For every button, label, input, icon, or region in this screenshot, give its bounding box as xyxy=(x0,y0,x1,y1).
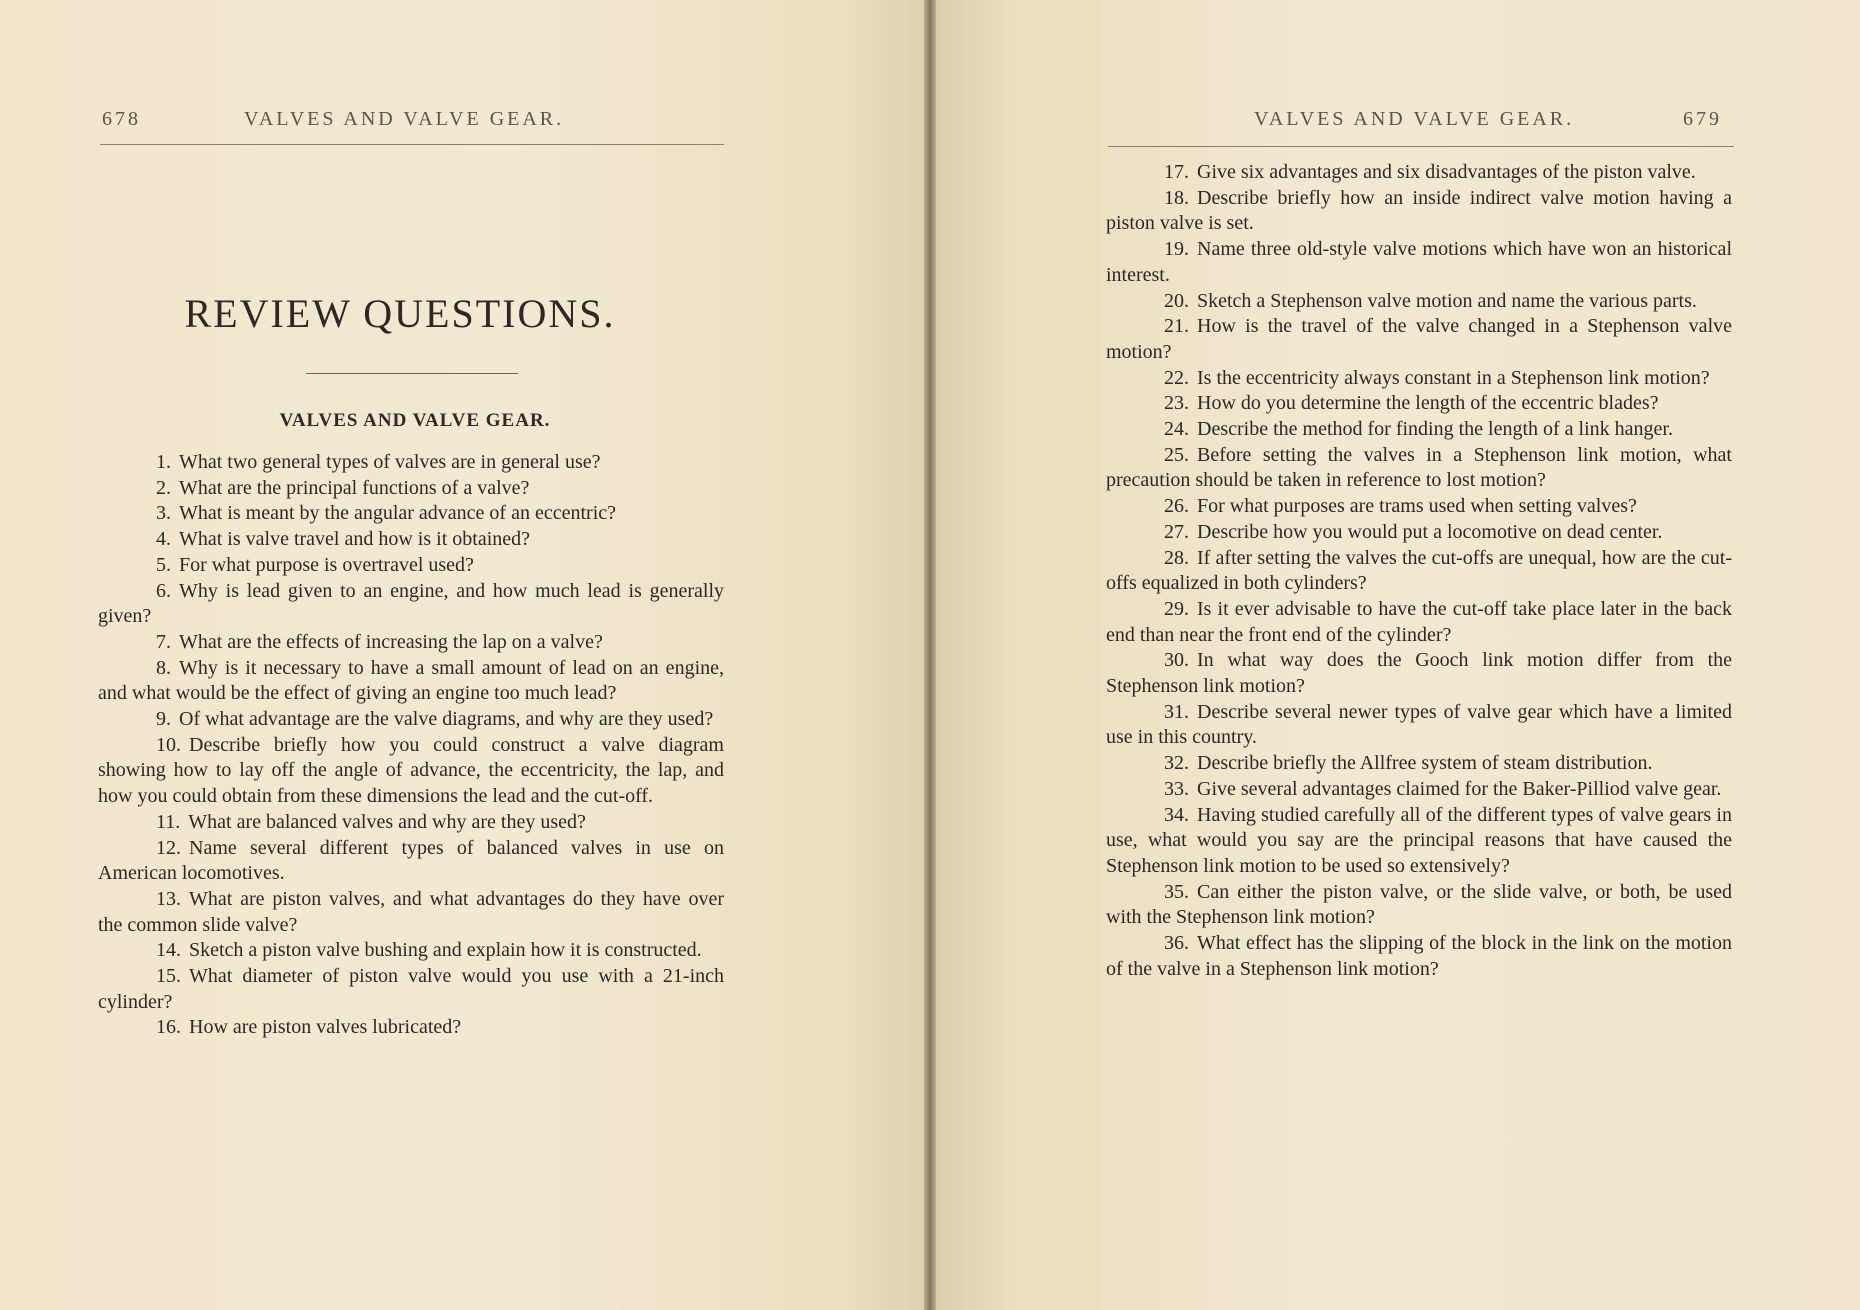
question-item xyxy=(98,450,724,476)
question-number: 9. xyxy=(156,708,171,731)
question-number: 15. xyxy=(156,965,181,988)
question-text: What effect has the slipping of the block in the link on the motion of the valve in a Stephenson link motion? xyxy=(1106,932,1732,980)
question-number: 33. xyxy=(1164,777,1189,800)
question-item xyxy=(1106,366,1732,392)
question-text: Describe several newer types of valve gear which have a limited use in this country. xyxy=(1106,700,1732,749)
question-number: 13. xyxy=(156,887,181,910)
question-number: 35. xyxy=(1164,880,1189,903)
question-text: Give six advantages and six disadvantages of the piston valve. xyxy=(1197,161,1696,183)
left-question-list xyxy=(98,450,724,1041)
question-text: Why is lead given to an engine, and how much lead is generally given? xyxy=(98,579,724,628)
question-text: In what way does the Gooch link motion differ from the Stephenson link motion? xyxy=(1106,649,1732,698)
question-text: Name three old-style valve motions which have won an historical interest. xyxy=(1106,238,1732,286)
question-item xyxy=(1106,648,1732,699)
question-item xyxy=(98,527,724,553)
question-text: Describe the method for finding the length of a link hanger. xyxy=(1197,418,1673,441)
question-item xyxy=(1106,314,1732,365)
question-number: 28. xyxy=(1164,546,1189,569)
question-item xyxy=(1106,880,1732,931)
question-item xyxy=(1106,443,1732,494)
question-number: 4. xyxy=(156,528,171,551)
question-number: 29. xyxy=(1164,597,1189,620)
right-header-rule xyxy=(1108,146,1734,147)
right-running-title: VALVES AND VALVE GEAR. xyxy=(1254,108,1575,130)
question-text: How are piston valves lubricated? xyxy=(189,1016,462,1039)
question-number: 31. xyxy=(1164,700,1189,723)
question-item xyxy=(98,964,724,1015)
section-subtitle: VALVES AND VALVE GEAR. xyxy=(279,410,551,431)
question-number: 14. xyxy=(156,939,181,962)
question-item xyxy=(1106,417,1732,443)
question-number: 25. xyxy=(1164,443,1189,466)
question-text: Sketch a Stephenson valve motion and name the various parts. xyxy=(1197,289,1697,312)
left-page-number: 678 xyxy=(102,108,141,130)
question-text: For what purpose is overtravel used? xyxy=(179,553,474,576)
question-text: Before setting the valves in a Stephenson link motion, what precaution should be taken in reference to lost motion? xyxy=(1106,443,1732,492)
question-number: 6. xyxy=(156,579,171,602)
question-text: How do you determine the length of the eccentric blades? xyxy=(1197,392,1659,415)
question-item xyxy=(98,553,724,579)
page-title: REVIEW QUESTIONS. xyxy=(184,291,616,336)
right-page-number: 679 xyxy=(1683,108,1722,130)
question-text: Can either the piston valve, or the slide valve, or both, be used with the Stephenson link motion? xyxy=(1106,880,1732,929)
question-item xyxy=(1106,391,1732,417)
question-item xyxy=(1106,186,1732,237)
question-item xyxy=(1106,751,1732,777)
question-text: What is valve travel and how is it obtained? xyxy=(179,528,531,551)
question-text: Having studied carefully all of the different types of valve gears in use, what would you say are the principal reasons that have caused the Stephenson link motion to be used so extensively? xyxy=(1106,803,1732,877)
question-text: Of what advantage are the valve diagrams, and why are they used? xyxy=(179,708,714,731)
question-item xyxy=(98,938,724,964)
question-text: Why is it necessary to have a small amount of lead on an engine, and what would be the effect of giving an engine too much lead? xyxy=(98,656,724,705)
question-number: 1. xyxy=(156,451,171,473)
question-item xyxy=(1106,931,1732,982)
question-text: Is it ever advisable to have the cut-off take place later in the back end than near the front end of the cylinder? xyxy=(1106,597,1732,646)
question-number: 23. xyxy=(1164,392,1189,415)
question-item xyxy=(1106,289,1732,315)
left-page-header xyxy=(102,108,728,142)
question-text: What are the effects of increasing the lap on a valve? xyxy=(179,630,603,653)
question-item xyxy=(98,836,724,887)
question-number: 8. xyxy=(156,656,171,679)
question-number: 17. xyxy=(1164,161,1189,183)
question-text: Is the eccentricity always constant in a Stephenson link motion? xyxy=(1197,366,1710,389)
left-header-rule xyxy=(100,144,724,145)
question-text: Describe how you would put a locomotive on dead center. xyxy=(1197,520,1663,543)
question-number: 30. xyxy=(1164,649,1189,672)
question-number: 32. xyxy=(1164,752,1189,775)
question-item xyxy=(98,476,724,502)
question-item xyxy=(98,887,724,938)
question-item xyxy=(98,707,724,733)
question-number: 12. xyxy=(156,836,181,859)
question-text: Describe briefly how an inside indirect valve motion having a piston valve is set. xyxy=(1106,186,1732,235)
book-gutter xyxy=(924,0,936,1310)
question-item xyxy=(1106,520,1732,546)
title-divider xyxy=(306,373,518,374)
question-item xyxy=(1106,237,1732,288)
question-text: For what purposes are trams used when setting valves? xyxy=(1197,495,1637,518)
question-text: Describe briefly how you could construct a valve diagram showing how to lay off the angle of advance, the eccentricity, the lap, and how you could obtain from these dimensions the lead and the cut-off. xyxy=(98,733,724,808)
question-item xyxy=(98,656,724,707)
right-page-header xyxy=(1108,108,1736,142)
question-number: 21. xyxy=(1164,315,1189,338)
question-item xyxy=(98,579,724,630)
question-item xyxy=(1106,160,1732,186)
question-number: 3. xyxy=(156,502,171,525)
question-number: 11. xyxy=(156,810,181,833)
question-number: 19. xyxy=(1164,238,1189,261)
left-running-title: VALVES AND VALVE GEAR. xyxy=(244,108,565,130)
question-number: 16. xyxy=(156,1016,181,1039)
question-text: Describe briefly the Allfree system of steam distribution. xyxy=(1197,752,1653,775)
question-item xyxy=(1106,494,1732,520)
question-number: 20. xyxy=(1164,289,1189,312)
question-number: 26. xyxy=(1164,495,1189,518)
question-number: 34. xyxy=(1164,803,1189,826)
question-text: What are the principal functions of a valve? xyxy=(179,476,530,499)
question-text: What is meant by the angular advance of an eccentric? xyxy=(179,502,617,525)
question-item xyxy=(98,630,724,656)
question-item xyxy=(1106,700,1732,751)
question-item xyxy=(1106,546,1732,597)
question-item xyxy=(1106,597,1732,648)
question-item xyxy=(98,501,724,527)
question-text: Give several advantages claimed for the Baker-Pilliod valve gear. xyxy=(1197,777,1722,800)
question-number: 24. xyxy=(1164,418,1189,441)
question-text: What are balanced valves and why are they used? xyxy=(188,810,586,833)
question-number: 10. xyxy=(156,733,181,756)
question-text: How is the travel of the valve changed in a Stephenson valve motion? xyxy=(1106,315,1732,363)
question-number: 27. xyxy=(1164,520,1189,543)
question-number: 2. xyxy=(156,476,171,499)
question-text: If after setting the valves the cut-offs are unequal, how are the cut-offs equalized in both cylinders? xyxy=(1106,546,1732,595)
question-text: Sketch a piston valve bushing and explain how it is constructed. xyxy=(189,939,702,962)
question-text: What are piston valves, and what advantages do they have over the common slide valve? xyxy=(98,887,724,936)
question-number: 36. xyxy=(1164,932,1189,955)
question-number: 22. xyxy=(1164,366,1189,389)
question-item xyxy=(98,733,724,810)
question-item xyxy=(1106,777,1732,803)
question-number: 18. xyxy=(1164,186,1189,209)
question-text: Name several different types of balanced valves in use on American locomotives. xyxy=(98,836,724,885)
question-number: 7. xyxy=(156,630,171,653)
question-number: 5. xyxy=(156,553,171,576)
question-text: What diameter of piston valve would you use with a 21-inch cylinder? xyxy=(98,965,724,1013)
question-item xyxy=(1106,803,1732,880)
right-question-list xyxy=(1106,160,1732,983)
question-item xyxy=(98,1015,724,1041)
question-text: What two general types of valves are in general use? xyxy=(179,451,601,473)
question-item xyxy=(98,810,724,836)
